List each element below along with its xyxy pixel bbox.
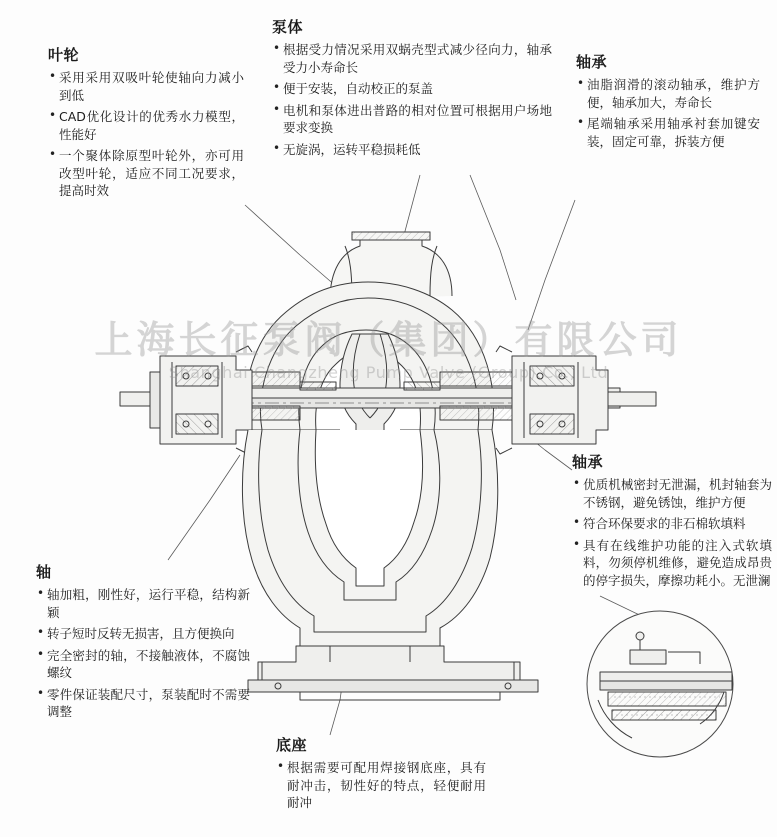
list-item: • 便于安装，自动校正的泵盖 <box>272 80 552 98</box>
watermark-chinese: 上海长征泵阀（集团）有限公司 <box>94 318 683 362</box>
annotation-impeller-title: 叶轮 <box>48 46 80 64</box>
annotation-base-title: 底座 <box>276 736 308 754</box>
list-item: • 油脂润滑的滚动轴承，维护方便，轴承加大，寿命长 <box>576 76 760 111</box>
list-item: • 符合环保要求的非石棉软填料 <box>572 515 772 533</box>
list-item: • 一个聚体除原型叶轮外，亦可用改型叶轮，适应不同工况要求，提高时效 <box>48 147 244 200</box>
list-item: • 转子短时反转无损害，且方便换向 <box>36 625 250 643</box>
list-item: • 尾端轴承采用轴承衬套加键安装，固定可靠，拆装方便 <box>576 115 760 150</box>
list-item: • 电机和泵体进出普路的相对位置可根据用户场地要求变换 <box>272 102 552 137</box>
annotation-pump-body-list <box>272 41 552 158</box>
annotation-impeller <box>48 45 244 204</box>
annotation-shaft-title: 轴 <box>36 563 52 581</box>
annotation-shaft-list <box>36 586 250 721</box>
annotation-bearing-right-list <box>572 476 772 589</box>
annotation-pump-body-title: 泵体 <box>272 18 304 36</box>
list-item: • 优质机械密封无泄漏，机封轴套为不锈钢，避免锈蚀，维护方便 <box>572 476 772 511</box>
watermark-english: Shanghai Changzheng Pump Valve (Group) Co., Ltd <box>168 363 609 382</box>
annotation-base-list <box>276 759 486 812</box>
list-item: • 无旋涡，运转平稳损耗低 <box>272 141 552 159</box>
list-item: • 采用采用双吸叶轮使轴向力减小到低 <box>48 69 244 104</box>
annotation-bearing-right <box>572 452 772 593</box>
list-item: • CAD优化设计的优秀水力模型，性能好 <box>48 108 244 143</box>
list-item: • 具有在线维护功能的注入式软填料，勿须停机维修，避免造成昂贵的停字损失，摩擦功耗小。无泄澜 <box>572 537 772 590</box>
annotation-bearing-right-title: 轴承 <box>572 453 604 471</box>
list-item: • 轴加粗，刚性好，运行平稳，结构新颖 <box>36 586 250 621</box>
annotation-pump-body <box>272 17 552 162</box>
annotation-bearing-top-list <box>576 76 760 150</box>
annotation-base <box>276 735 486 816</box>
list-item: • 根据需要可配用焊接钢底座，具有耐冲击，韧性好的特点，轻便耐用耐冲 <box>276 759 486 812</box>
list-item: • 零件保证装配尺寸，泵装配时不需要调整 <box>36 686 250 721</box>
annotation-impeller-list <box>48 69 244 200</box>
annotation-bearing-top <box>576 52 760 154</box>
list-item: • 完全密封的轴，不接触液体，不腐蚀螺纹 <box>36 647 250 682</box>
annotation-bearing-top-title: 轴承 <box>576 53 608 71</box>
list-item: • 根据受力情况采用双蜗壳型式减少径向力，轴承受力小寿命长 <box>272 41 552 76</box>
annotation-shaft <box>36 562 250 725</box>
